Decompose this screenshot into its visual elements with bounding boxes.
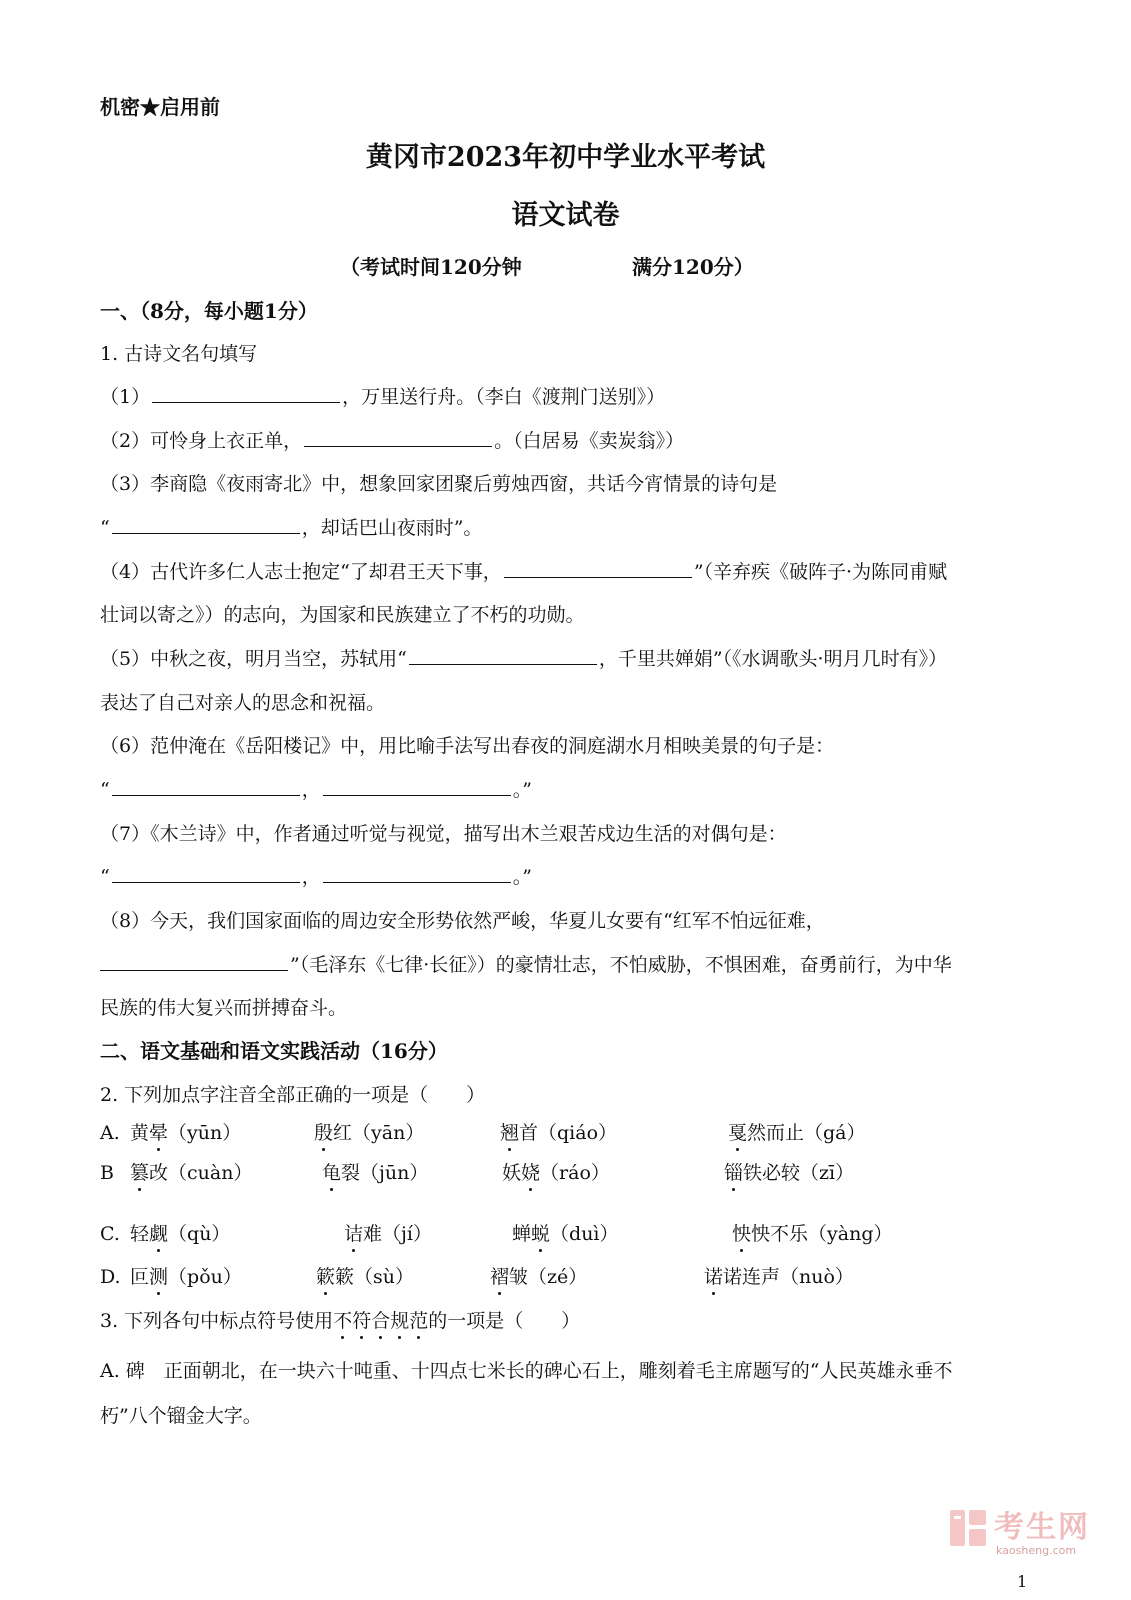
q3-text: 3. 下列各句中标点符号使用 xyxy=(100,1310,334,1332)
q2-option-cell xyxy=(130,1120,241,1146)
q1-text: ，却话巴山夜雨时”。 xyxy=(301,517,483,539)
cell-text: （qù） xyxy=(168,1223,231,1245)
q1-text: ”（辛弃疾《破阵子·为陈同甫赋 xyxy=(693,561,948,583)
cell-text: 叵 xyxy=(130,1266,150,1288)
q2-option-label: D. xyxy=(100,1266,121,1288)
q1-item-8-cont2: 民族的伟大复兴而拼搏奋斗。 xyxy=(100,997,348,1019)
q2-option-cell xyxy=(728,1120,866,1146)
dotted-char: 龟 xyxy=(322,1162,342,1184)
answer-blank[interactable] xyxy=(504,559,692,578)
cell-text: 簌（sù） xyxy=(335,1266,415,1288)
q2-option-cell xyxy=(502,1160,610,1186)
q2-option-cell xyxy=(130,1221,230,1247)
dotted-char: 诺 xyxy=(704,1266,724,1288)
dotted-char: 不 xyxy=(333,1310,353,1332)
q2-option-cell xyxy=(130,1160,252,1186)
q1-item-4 xyxy=(100,559,947,585)
q1-item-5 xyxy=(100,646,947,672)
q1-item-5-cont: 表达了自己对亲人的思念和祝福。 xyxy=(100,692,386,714)
q1-text: “ xyxy=(100,866,110,888)
dotted-char: 娆 xyxy=(521,1162,541,1184)
q1-item-4-cont: 壮词以寄之》）的志向，为国家和民族建立了不朽的功勋。 xyxy=(100,604,585,626)
dotted-char: 篡 xyxy=(130,1162,150,1184)
watermark-logo-icon xyxy=(948,1508,988,1548)
q2-option-label: C. xyxy=(100,1223,120,1245)
q3-option-a: A. 碑 正面朝北，在一块六十吨重、十四点七米长的碑心石上，雕刻着毛主席题写的“人民英雄永垂不 xyxy=(100,1360,953,1382)
cell-text: 皱（zé） xyxy=(509,1266,588,1288)
q2-option-cell xyxy=(130,1264,242,1290)
cell-text: 铁必较（zī） xyxy=(743,1162,855,1184)
dotted-char: 测 xyxy=(149,1266,169,1288)
dotted-char: 范 xyxy=(409,1310,429,1332)
cell-text: （ráo） xyxy=(540,1162,610,1184)
q1-text: 。” xyxy=(512,779,532,801)
cell-text: 然而止（gá） xyxy=(747,1122,866,1144)
section1-heading: 一、（8分，每小题1分） xyxy=(100,299,318,323)
q1-item-8-cont xyxy=(100,952,952,978)
dotted-char: 怏 xyxy=(732,1223,752,1245)
q1-item-7: （7）《木兰诗》中，作者通过听觉与视觉，描写出木兰艰苦戍边生活的对偶句是： xyxy=(100,823,787,845)
cell-text: 改（cuàn） xyxy=(149,1162,253,1184)
exam-time: （考试时间120分钟 xyxy=(340,255,522,279)
cell-text: 裂（jūn） xyxy=(341,1162,429,1184)
dotted-char: 翘 xyxy=(500,1122,520,1144)
watermark-text: 考生网 xyxy=(994,1510,1090,1545)
cell-text: 难（jí） xyxy=(363,1223,432,1245)
answer-blank[interactable] xyxy=(112,777,300,796)
q1-text: （1） xyxy=(100,386,151,408)
dotted-char: 晕 xyxy=(149,1122,169,1144)
q1-text: （2）可怜身上衣正单， xyxy=(100,430,303,452)
cell-text: （duì） xyxy=(550,1223,619,1245)
confidential-mark: 机密★启用前 xyxy=(100,95,220,119)
q1-text: “ xyxy=(100,779,110,801)
q2-option-label: A. xyxy=(100,1122,120,1144)
dotted-char: 戛 xyxy=(728,1122,748,1144)
dotted-char: 蜕 xyxy=(531,1223,551,1245)
cell-text: （yūn） xyxy=(168,1122,242,1144)
q1-item-1 xyxy=(100,384,665,410)
q1-text: ，万里送行舟。（李白《渡荆门送别》） xyxy=(342,386,666,408)
q2-option-cell xyxy=(344,1221,432,1247)
q1-text: ， xyxy=(301,866,321,888)
q2-option-label: B xyxy=(100,1162,114,1184)
q2-stem: 2. 下列加点字注音全部正确的一项是（ ） xyxy=(100,1084,486,1106)
dotted-char: 规 xyxy=(390,1310,410,1332)
answer-blank[interactable] xyxy=(323,864,511,883)
dotted-char: 符 xyxy=(352,1310,372,1332)
cell-text: （pǒu） xyxy=(168,1266,242,1288)
cell-text: 蝉 xyxy=(512,1223,532,1245)
q1-text: 。” xyxy=(512,866,532,888)
full-score: 满分120分） xyxy=(632,255,754,279)
answer-blank[interactable] xyxy=(100,952,288,971)
exam-subtitle: 语文试卷 xyxy=(511,200,620,231)
answer-blank[interactable] xyxy=(323,777,511,796)
answer-blank[interactable] xyxy=(409,646,597,665)
dotted-char: 觑 xyxy=(149,1223,169,1245)
dotted-char: 簌 xyxy=(316,1266,336,1288)
q2-option-cell xyxy=(314,1120,424,1146)
cell-text: 怏不乐（yàng） xyxy=(751,1223,893,1245)
q2-option-cell xyxy=(512,1221,619,1247)
section2-heading: 二、语文基础和语文实践活动（16分） xyxy=(100,1039,448,1063)
q1-item-7-cont xyxy=(100,864,532,890)
dotted-char: 殷 xyxy=(314,1122,334,1144)
q1-text: ， xyxy=(301,779,321,801)
answer-blank[interactable] xyxy=(304,428,492,447)
page-number: 1 xyxy=(1017,1572,1028,1591)
watermark-url: kaosheng.com xyxy=(996,1544,1077,1557)
cell-text: 诺连声（nuò） xyxy=(723,1266,854,1288)
q1-item-6: （6）范仲淹在《岳阳楼记》中，用比喻手法写出春夜的洞庭湖水月相映美景的句子是： xyxy=(100,735,835,757)
cell-text: 轻 xyxy=(130,1223,150,1245)
q2-option-cell xyxy=(724,1160,854,1186)
q1-text: ，千里共婵娟”（《水调歌头·明月几时有》） xyxy=(598,648,948,670)
q3-text: 的一项是（ ） xyxy=(428,1310,581,1332)
dotted-char: 合 xyxy=(371,1310,391,1332)
q1-item-3-cont xyxy=(100,515,482,541)
dotted-char: 诘 xyxy=(344,1223,364,1245)
answer-blank[interactable] xyxy=(112,864,300,883)
q1-text: ”（毛泽东《七律·长征》）的豪情壮志，不怕威胁，不惧困难，奋勇前行，为中华 xyxy=(290,954,952,976)
q1-item-3: （3）李商隐《夜雨寄北》中，想象回家团聚后剪烛西窗，共话今宵情景的诗句是 xyxy=(100,473,778,495)
watermark xyxy=(948,1508,1090,1557)
q1-text: （4）古代许多仁人志士抱定“了却君王天下事， xyxy=(100,561,502,583)
q2-option-cell xyxy=(316,1264,414,1290)
cell-text: 黄 xyxy=(130,1122,150,1144)
answer-blank[interactable] xyxy=(112,515,300,534)
q1-text: （5）中秋之夜，明月当空，苏轼用“ xyxy=(100,648,407,670)
dotted-char: 褶 xyxy=(490,1266,510,1288)
dotted-char: 锱 xyxy=(724,1162,744,1184)
q2-option-cell xyxy=(704,1264,854,1290)
cell-text: 红（yān） xyxy=(333,1122,425,1144)
q2-option-cell xyxy=(732,1221,892,1247)
exam-title: 黄冈市2023年初中学业水平考试 xyxy=(365,142,766,173)
q2-option-cell xyxy=(322,1160,428,1186)
q1-item-2 xyxy=(100,428,684,454)
q3-option-a-cont: 朽”八个镏金大字。 xyxy=(100,1405,262,1427)
cell-text: 首（qiáo） xyxy=(519,1122,618,1144)
q1-item-8: （8）今天，我们国家面临的周边安全形势依然严峻，华夏儿女要有“红军不怕远征难， xyxy=(100,910,825,932)
q2-option-cell xyxy=(490,1264,587,1290)
cell-text: 妖 xyxy=(502,1162,522,1184)
q3-stem xyxy=(100,1308,580,1334)
answer-blank[interactable] xyxy=(152,384,340,403)
q1-text: “ xyxy=(100,517,110,539)
q1-item-6-cont xyxy=(100,777,532,803)
q2-option-cell xyxy=(500,1120,617,1146)
q1-title: 1. 古诗文名句填写 xyxy=(100,343,258,365)
q1-text: 。（白居易《卖炭翁》） xyxy=(494,430,685,452)
